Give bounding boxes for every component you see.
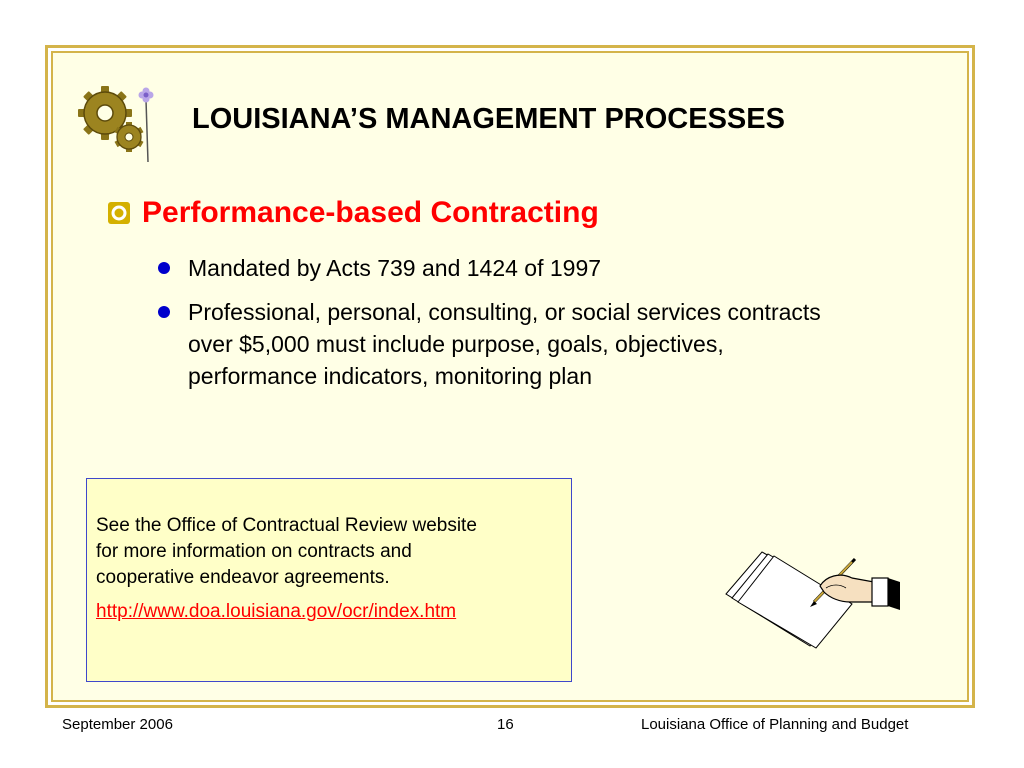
slide-title: LOUISIANA’S MANAGEMENT PROCESSES <box>192 103 785 135</box>
list-item-text-line: Professional, personal, consulting, or social services contracts <box>188 299 821 325</box>
info-text-line: cooperative endeavor agreements. <box>96 567 390 588</box>
info-text-line: See the Office of Contractual Review website <box>96 515 477 536</box>
info-callout-box <box>86 478 572 682</box>
flower-icon <box>139 88 154 163</box>
paper-stack-icon <box>726 552 852 648</box>
hollow-circle-bullet-icon <box>108 202 130 224</box>
bullet-dot-icon <box>158 262 170 274</box>
list-item-text: Mandated by Acts 739 and 1424 of 1997 <box>188 255 602 281</box>
list-item-text-line: performance indicators, monitoring plan <box>188 363 592 389</box>
hand-writing-with-pen-clipart-icon <box>722 544 902 650</box>
footer-page-number: 16 <box>497 716 514 733</box>
heading-bullet-row <box>108 196 599 230</box>
ocr-website-link[interactable]: http://www.doa.louisiana.gov/ocr/index.htm <box>96 601 457 622</box>
footer-organization: Louisiana Office of Planning and Budget <box>641 716 909 733</box>
list-item-text-line: over $5,000 must include purpose, goals, objectives, <box>188 331 724 357</box>
list-item <box>158 296 821 392</box>
footer-date: September 2006 <box>62 716 173 733</box>
gears-clipart-icon <box>76 84 156 166</box>
info-text-line: for more information on contracts and <box>96 541 412 562</box>
section-heading: Performance-based Contracting <box>142 196 599 229</box>
list-item <box>158 252 601 284</box>
info-text <box>96 513 563 591</box>
bullet-dot-icon <box>158 306 170 318</box>
